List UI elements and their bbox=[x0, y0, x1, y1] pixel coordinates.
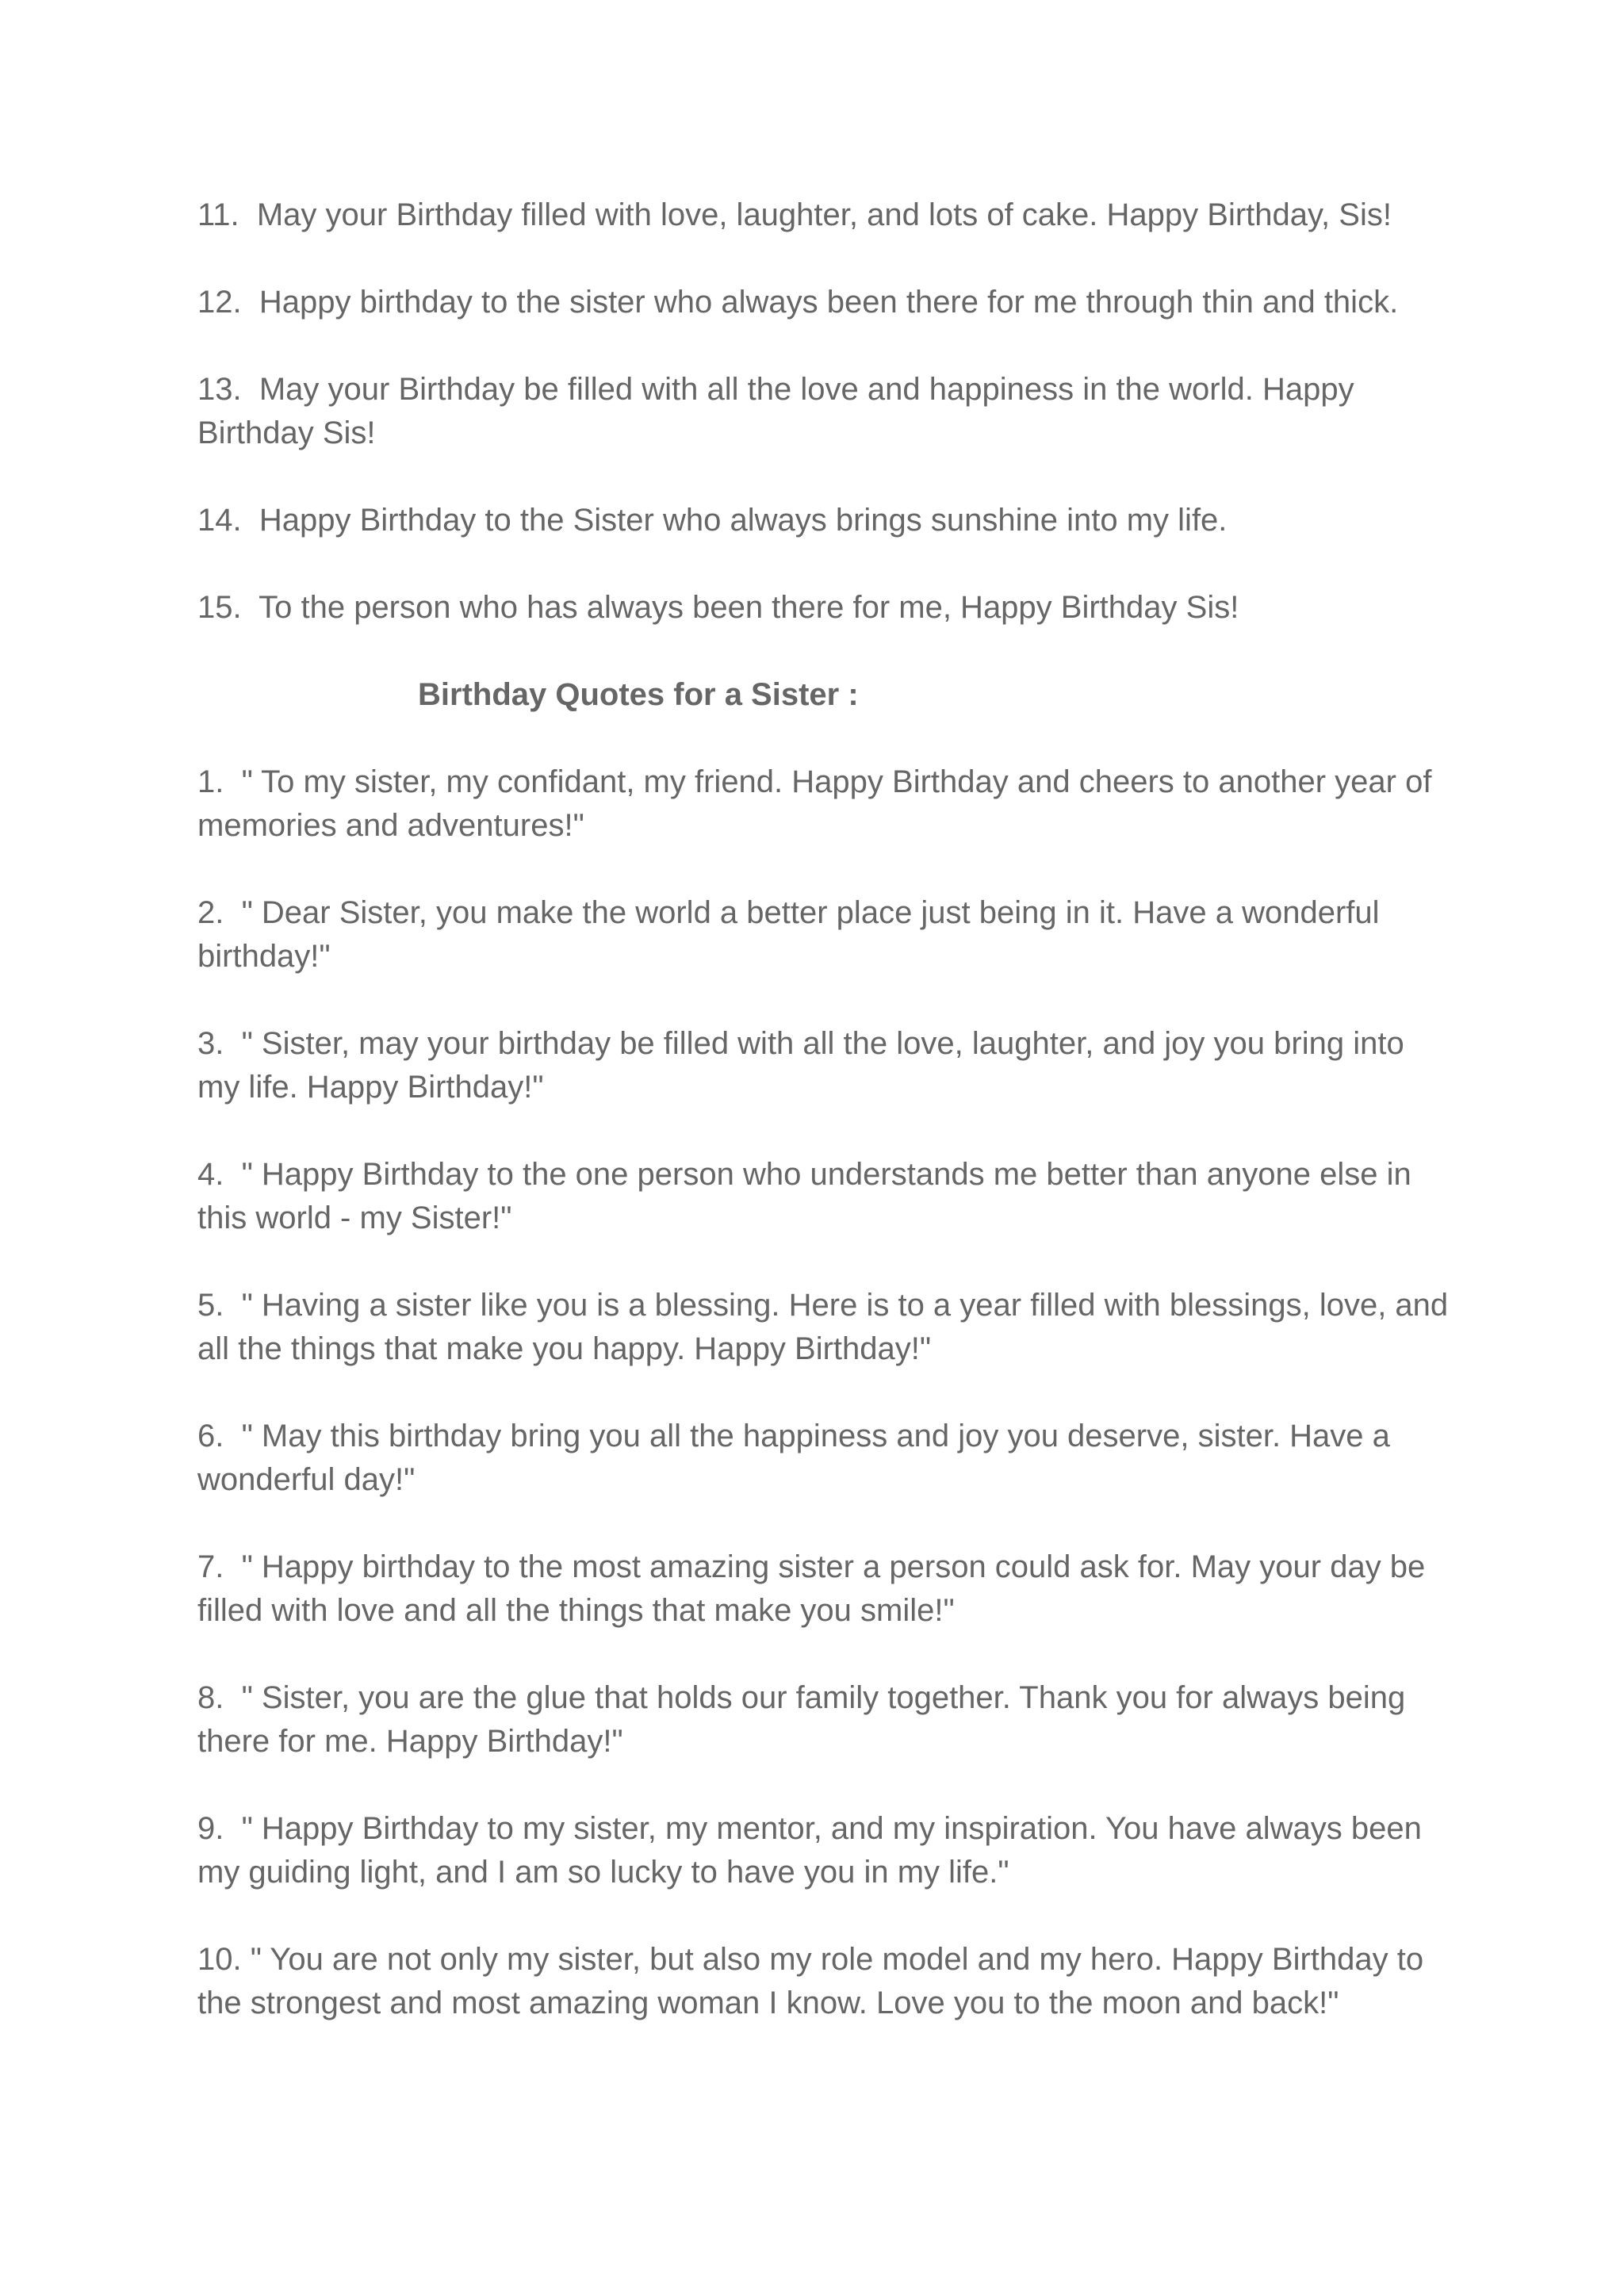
message-11: 11. May your Birthday filled with love, laughter, and lots of cake. Happy Birthday, Sis! bbox=[197, 197, 1392, 232]
document-body bbox=[197, 193, 1457, 2069]
quote-3: 3. " Sister, may your birthday be filled with all the love, laughter, and joy you bring into my life. Happy Birthday!" bbox=[197, 1026, 1413, 1105]
message-14: 14. Happy Birthday to the Sister who always brings sunshine into my life. bbox=[197, 503, 1228, 538]
quote-9: 9. " Happy Birthday to my sister, my mentor, and my inspiration. You have always been my guiding light, and I am so lucky to have you in my life." bbox=[197, 1811, 1431, 1890]
quote-7: 7. " Happy birthday to the most amazing sister a person could ask for. May your day be filled with love and all the things that make you smile!" bbox=[197, 1549, 1434, 1628]
quote-2: 2. " Dear Sister, you make the world a better place just being in it. Have a wonderful birthday!" bbox=[197, 895, 1388, 974]
quote-1: 1. " To my sister, my confidant, my friend. Happy Birthday and cheers to another year of memories and adventures!" bbox=[197, 764, 1441, 843]
message-15: 15. To the person who has always been there for me, Happy Birthday Sis! bbox=[197, 590, 1239, 625]
message-13: 13. May your Birthday be filled with all the love and happiness in the world. Happy Birthday Sis! bbox=[197, 372, 1363, 450]
quote-4: 4. " Happy Birthday to the one person who understands me better than anyone else in this world - my Sister!" bbox=[197, 1157, 1420, 1235]
section-heading: Birthday Quotes for a Sister : bbox=[418, 677, 859, 712]
quote-8: 8. " Sister, you are the glue that holds our family together. Thank you for always being there for me. Happy Birthday!" bbox=[197, 1680, 1415, 1759]
quote-5: 5. " Having a sister like you is a blessing. Here is to a year filled with blessings, love, and all the things that make you happy. Happy Birthday!" bbox=[197, 1288, 1457, 1366]
quote-10: 10. " You are not only my sister, but also my role model and my hero. Happy Birthday to the strongest and most amazing woman I know. Love you to the moon and back!" bbox=[197, 1942, 1433, 2020]
message-12: 12. Happy birthday to the sister who always been there for me through thin and thick. bbox=[197, 285, 1399, 320]
quote-6: 6. " May this birthday bring you all the happiness and joy you deserve, sister. Have a wonderful day!" bbox=[197, 1419, 1400, 1497]
